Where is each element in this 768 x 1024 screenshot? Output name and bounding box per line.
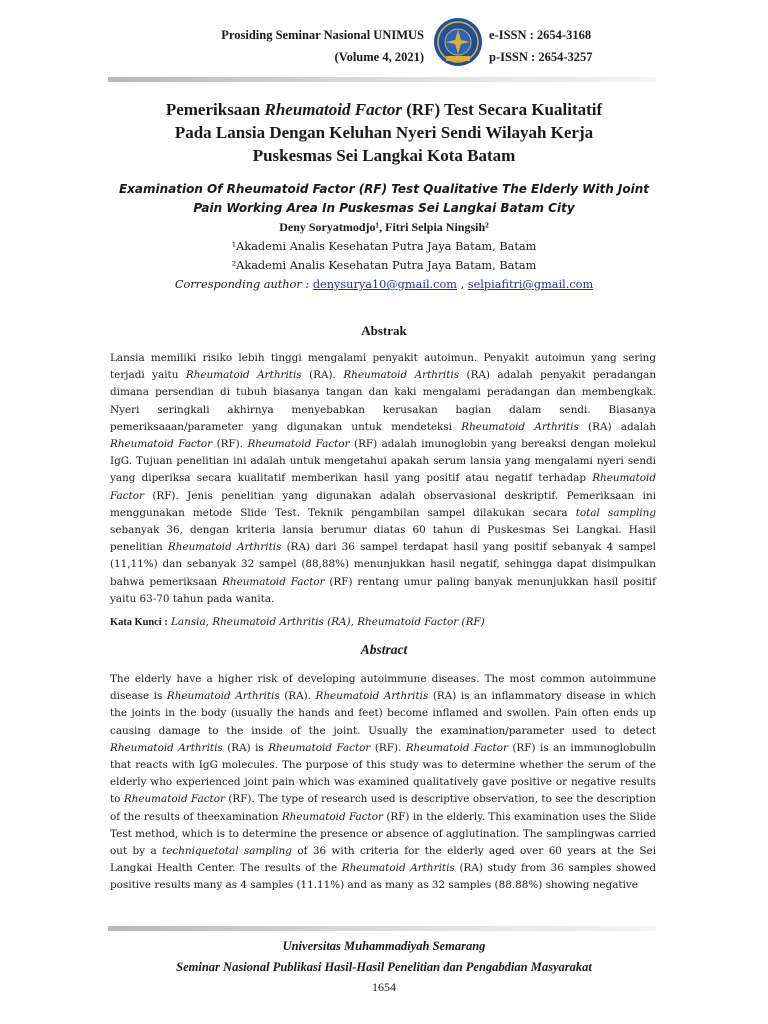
english-title-line-2: Pain Working Area In Puskesmas Sei Langkai Batam City: [193, 201, 575, 215]
journal-volume: (Volume 4, 2021): [334, 50, 424, 64]
title-line-1: Pemeriksaan Rheumatoid Factor (RF) Test Secara Kualitatif: [165, 100, 603, 119]
affiliation-1: ¹Akademi Analis Kesehatan Putra Jaya Batam, Batam: [231, 240, 537, 253]
abstract-paragraph: The elderly have a higher risk of developing autoimmune diseases. The most common autoimmune disease is Rheumatoid Arthritis (RA). Rheumatoid Arthritis (RA) is an inflammatory disease in which the joints in the body (usually the hands and feet) become inflamed and swollen. Pain often ends up causing damage to the inside of the joint. Usually the examination/parameter used to detect Rheumatoid Arthritis (RA) is Rheumatoid Factor (RF). Rheumatoid Factor (RF) is an immunoglobulin that reacts with IgG molecules. The purpose of this study was to determine whether the serum of the elderly who experienced joint pain which was examined qualitatively gave positive or negative results to Rheumatoid Factor (RF). The type of research used is descriptive observation, to see the description of the results of theexamination Rheumatoid Factor (RF) in the elderly. This examination uses the Slide Test method, which is to determine the presence or absence of agglutination. The samplingwas carried out by a techniquetotal sampling of 36 with criteria for the elderly aged over 60 years at the Sei Langkai Health Center. The results of the Rheumatoid Arthritis (RA) study from 36 samples showed positive results many as 4 samples (11.11%) and as many as 32 samples (88.88%) showing negative: [110, 673, 657, 892]
title-line-3: Puskesmas Sei Langkai Kota Batam: [252, 146, 516, 165]
abstrak-paragraph: Lansia memiliki risiko lebih tinggi mengalami penyakit autoimun. Penyakit autoimun yang sering terjadi yaitu Rheumatoid Arthritis (RA). Rheumatoid Arthritis (RA) adalah penyakit peradangan dimana persendian di tubuh biasanya tangan dan kaki mengalami peradangan dan membengkak. Nyeri seringkali akhirnya menyebabkan kerusakan bagian dalam sendi. Biasanya pemeriksaaan/parameter yang digunakan untuk mendeteksi Rheumatoid Arthritis (RA) adalah Rheumatoid Factor (RF). Rheumatoid Factor (RF) adalah imunoglobin yang bereaksi dengan molekul IgG. Tujuan penelitian ini adalah untuk mengetahui apakah serum lansia yang mengalami nyeri sendi yang diperiksa secara kualitatif memberikan hasil yang positif atau negatif terhadap Rheumatoid Factor (RF). Jenis penelitian yang digunakan adalah observasional deskriptif. Pemeriksaan ini menggunakan metode Slide Test. Teknik pengambilan sampel dilakukan secara total sampling sebanyak 36, dengan kriteria lansia berumur diatas 60 tahun di Puskesmas Sei Langkai. Hasil penelitian Rheumatoid Arthritis (RA) dari 36 sampel terdapat hasil yang positif sebanyak 4 sampel (11,11%) dan sebanyak 32 sampel (88,88%) menunjukkan hasil negatif, sehingga dapat disimpulkan bahwa pemeriksaan Rheumatoid Factor (RF) rentang umur paling banyak menunjukkan hasil positif yaitu 63-70 tahun pada wanita.: [110, 352, 657, 605]
journal-name: Prosiding Seminar Nasional UNIMUS: [221, 28, 424, 42]
authors-block: [60, 218, 708, 294]
affiliation-2: ²Akademi Analis Kesehatan Putra Jaya Batam, Batam: [231, 259, 537, 272]
header-left: [108, 24, 424, 68]
pissn: p-ISSN : 2654-3257: [489, 50, 593, 64]
corresponding-label: Corresponding author :: [174, 278, 310, 291]
english-title: [70, 180, 698, 218]
page-footer: [60, 936, 708, 978]
keywords-value: Lansia, Rheumatoid Arthritis (RA), Rheumatoid Factor (RF): [167, 616, 485, 628]
header-right: [489, 24, 659, 68]
abstrak-heading: Abstrak: [361, 323, 407, 338]
footer-seminar: Seminar Nasional Publikasi Hasil-Hasil Penelitian dan Pengabdian Masyarakat: [176, 960, 592, 974]
email-link-1[interactable]: denysurya10@gmail.com: [312, 278, 457, 291]
header-divider: [108, 77, 656, 82]
page-number: 1654: [372, 980, 396, 994]
footer-university: Universitas Muhammadiyah Semarang: [282, 939, 486, 953]
title-line-2: Pada Lansia Dengan Keluhan Nyeri Sendi Wilayah Kerja: [174, 123, 594, 142]
footer-divider: [108, 926, 656, 931]
corresponding-author: Corresponding author : denysurya10@gmail.com , selpiafitri@gmail.com: [174, 278, 594, 291]
paper-title: [60, 98, 708, 167]
keywords-label: Kata Kunci :: [110, 617, 168, 628]
english-title-line-1: Examination Of Rheumatoid Factor (RF) Test Qualitative The Elderly With Joint: [118, 182, 650, 196]
abstract-heading: Abstract: [360, 642, 408, 657]
unimus-seal-icon: [432, 16, 484, 68]
journal-header: [108, 12, 656, 78]
keywords: [110, 614, 656, 631]
author-names: Deny Soryatmodjo¹, Fitri Selpia Ningsih²: [279, 220, 489, 234]
email-link-2[interactable]: selpiafitri@gmail.com: [467, 278, 594, 291]
eissn: e-ISSN : 2654-3168: [489, 28, 592, 42]
